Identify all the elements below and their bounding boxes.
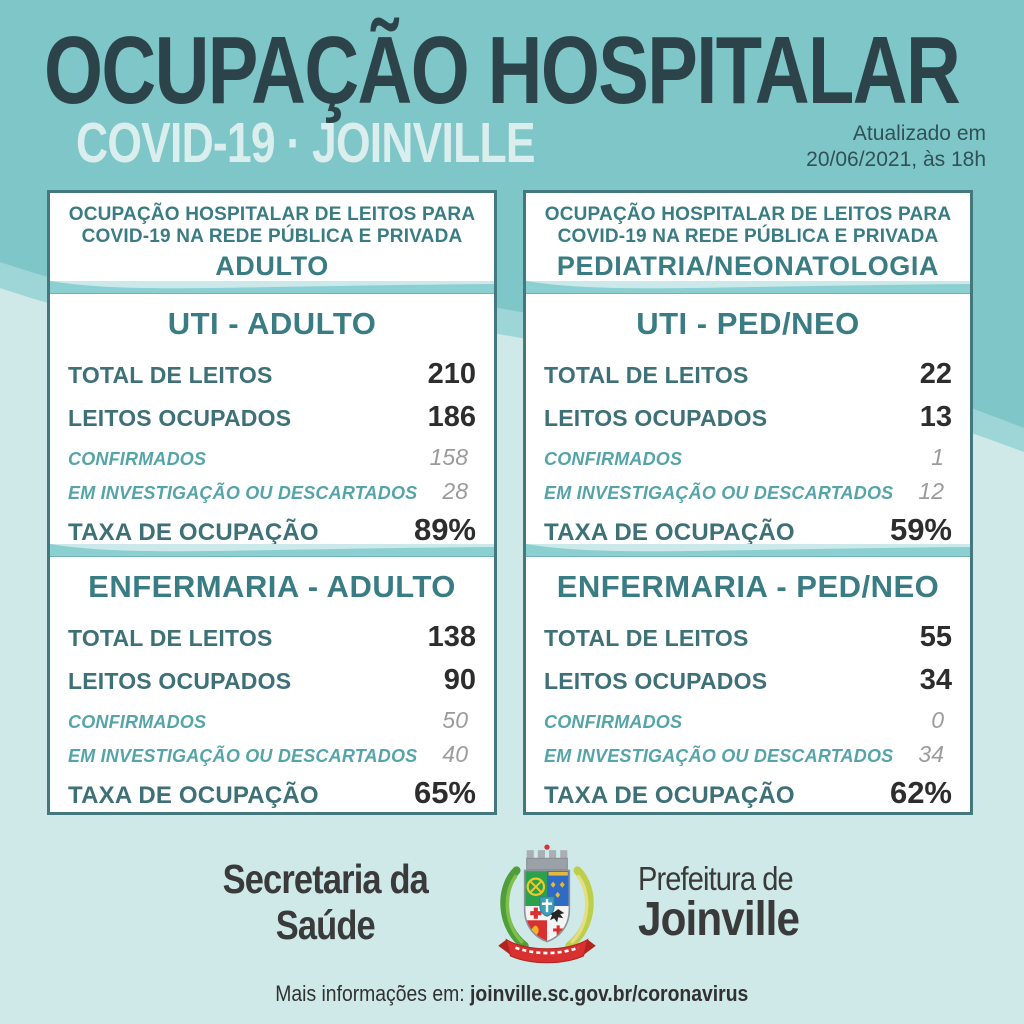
stat-label: TAXA DE OCUPAÇÃO [68, 519, 319, 544]
section-title: UTI - PED/NEO [636, 306, 860, 341]
crest-banner [498, 940, 596, 963]
stat-label: CONFIRMADOS [68, 449, 207, 469]
stat-label: EM INVESTIGAÇÃO OU DESCARTADOS [544, 746, 894, 766]
page-title: OCUPAÇÃO HOSPITALAR [44, 17, 960, 124]
info-prefix: Mais informações em: [275, 981, 471, 1006]
page-subtitle: COVID-19 · JOINVILLE [76, 111, 535, 175]
teal-divider-band [526, 281, 970, 294]
teal-divider-band [526, 544, 970, 557]
stat-row [544, 512, 952, 544]
teal-divider-band [50, 544, 494, 557]
section-uti-adulto [50, 294, 494, 544]
stat-value: 22 [919, 358, 952, 390]
stat-label: LEITOS OCUPADOS [68, 405, 292, 431]
stat-label: LEITOS OCUPADOS [544, 668, 768, 694]
stat-label: TOTAL DE LEITOS [544, 625, 749, 651]
updated-line2: 20/06/2021, às 18h [806, 148, 986, 171]
crest-crown [526, 844, 567, 869]
stat-row [544, 775, 952, 811]
stat-row [68, 741, 476, 768]
stat-value: 138 [427, 621, 476, 653]
stat-row [68, 775, 476, 811]
stat-label: TAXA DE OCUPAÇÃO [544, 519, 795, 544]
stat-row [544, 621, 952, 654]
stat-label: LEITOS OCUPADOS [68, 668, 292, 694]
org-line2: Saúde [275, 902, 376, 948]
wave-divider-icon [526, 544, 970, 557]
stat-row [68, 358, 476, 391]
cards-row [47, 190, 973, 815]
stat-row [544, 444, 952, 471]
org-line1: Secretaria da [222, 856, 429, 902]
stat-value: 90 [443, 664, 476, 696]
stat-label: EM INVESTIGAÇÃO OU DESCARTADOS [68, 483, 418, 503]
stat-row [68, 444, 476, 471]
section-uti-pedneo [526, 294, 970, 544]
card-header-line1: OCUPAÇÃO HOSPITALAR DE LEITOS PARA [68, 204, 476, 225]
stat-label: EM INVESTIGAÇÃO OU DESCARTADOS [68, 746, 418, 766]
card-header-line2: COVID-19 NA REDE PÚBLICA E PRIVADA [81, 226, 463, 247]
stat-value: 12 [918, 478, 944, 504]
stat-value: 186 [427, 401, 476, 433]
stat-value: 28 [442, 478, 468, 504]
stat-value: 40 [442, 741, 468, 767]
stat-label: LEITOS OCUPADOS [544, 405, 768, 431]
stat-row [544, 664, 952, 697]
stat-row [68, 621, 476, 654]
stat-value: 13 [919, 401, 952, 433]
updated-timestamp [806, 121, 986, 173]
stat-label: TAXA DE OCUPAÇÃO [544, 782, 795, 809]
card-header-line1: OCUPAÇÃO HOSPITALAR DE LEITOS PARA [544, 204, 952, 225]
stat-row [544, 478, 952, 505]
stat-value: 1 [931, 444, 944, 470]
stat-label: CONFIRMADOS [68, 712, 207, 732]
stat-row [68, 401, 476, 434]
stat-value: 34 [918, 741, 944, 767]
footer [0, 838, 1024, 966]
stat-label: TOTAL DE LEITOS [68, 362, 273, 388]
stat-value: 55 [919, 621, 952, 653]
stat-label: TOTAL DE LEITOS [68, 625, 273, 651]
stat-row [544, 358, 952, 391]
secretaria-saude-label [223, 856, 428, 948]
stat-value: 158 [429, 444, 468, 470]
info-url: joinville.sc.gov.br/coronavirus [470, 981, 749, 1006]
crest-shield [524, 870, 569, 941]
stat-label: CONFIRMADOS [544, 712, 683, 732]
section-title: ENFERMARIA - ADULTO [88, 569, 456, 604]
section-enfermaria-pedneo [526, 557, 970, 812]
brand-line2: Joinville [637, 892, 799, 946]
stat-row [68, 707, 476, 734]
stat-value: 210 [427, 358, 476, 390]
card-adulto [47, 190, 497, 815]
stat-label: TOTAL DE LEITOS [544, 362, 749, 388]
section-enfermaria-adulto [50, 557, 494, 812]
card-pediatria-header [526, 193, 970, 281]
section-title: UTI - ADULTO [167, 306, 377, 341]
stat-row [68, 664, 476, 697]
stat-row [544, 741, 952, 768]
stat-value: 50 [442, 707, 468, 733]
stat-value: 59% [889, 512, 952, 544]
wave-divider-icon [526, 281, 970, 294]
stat-value: 89% [413, 512, 476, 544]
teal-divider-band [50, 281, 494, 294]
stat-value: 62% [889, 775, 952, 810]
updated-line1: Atualizado em [852, 122, 986, 145]
wave-divider-icon [50, 544, 494, 557]
card-category: PEDIATRIA/NEONATOLOGIA [556, 251, 940, 281]
stat-label: EM INVESTIGAÇÃO OU DESCARTADOS [544, 483, 894, 503]
card-adulto-header [50, 193, 494, 281]
stat-row [544, 707, 952, 734]
stat-value: 34 [919, 664, 952, 696]
stat-label: CONFIRMADOS [544, 449, 683, 469]
card-pediatria-neonatologia [523, 190, 973, 815]
section-title: ENFERMARIA - PED/NEO [556, 569, 940, 604]
joinville-coat-of-arms-icon [490, 840, 604, 964]
more-info-line [0, 981, 1024, 1007]
brand-line1: Prefeitura de [637, 859, 793, 897]
stat-value: 65% [413, 775, 476, 810]
wave-divider-icon [50, 281, 494, 294]
stat-value: 0 [931, 707, 944, 733]
card-header-line2: COVID-19 NA REDE PÚBLICA E PRIVADA [557, 226, 939, 247]
stat-row [68, 512, 476, 544]
stat-row [68, 478, 476, 505]
card-category: ADULTO [215, 251, 329, 281]
stat-row [544, 401, 952, 434]
stat-label: TAXA DE OCUPAÇÃO [68, 782, 319, 809]
prefeitura-joinville-label [638, 861, 799, 944]
